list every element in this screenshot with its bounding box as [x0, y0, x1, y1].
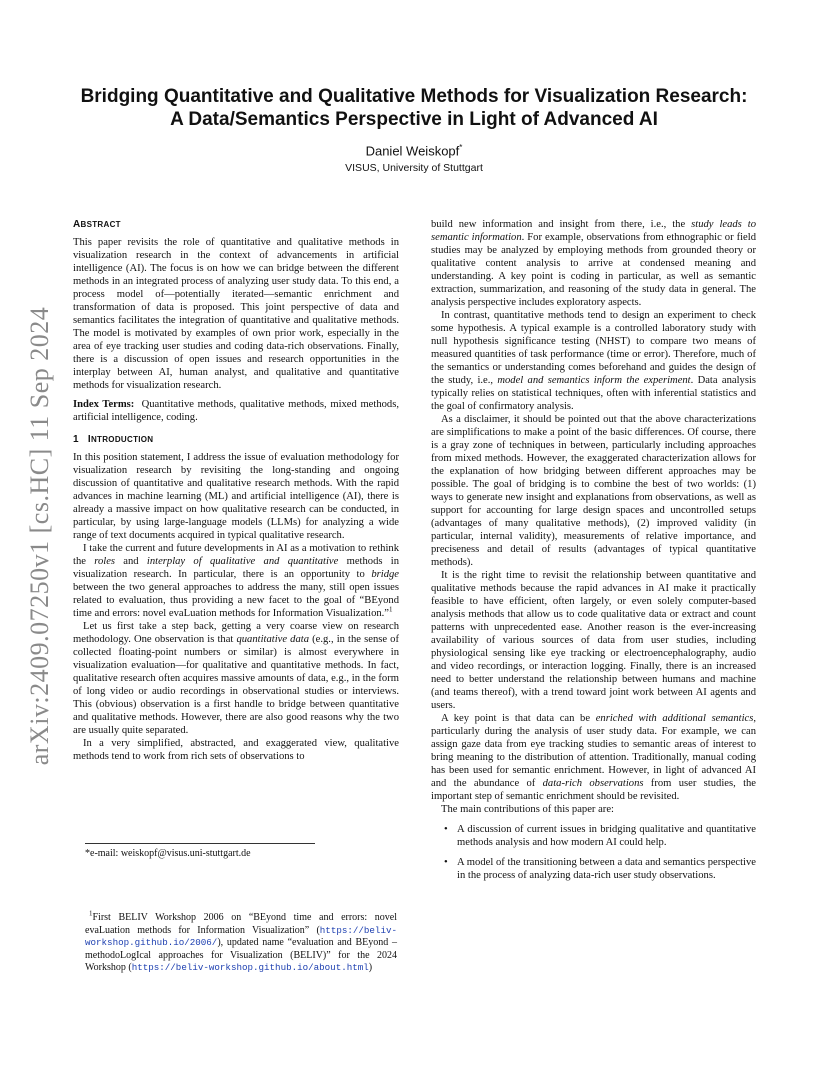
- abstract-text: This paper revisits the role of quantitative and qualitative methods in visualization research in the context of advancements in artificial intelligence (AI). The focus is on how we can bridge between the different methods in an integrated process of analyzing user study data. To this end, a process model of—potentially iterated—semantic enrichment and transformation of data is proposed. This joint perspective of data and semantics facilitates the integration of quantitative and qualitative methods. The model is motivated by examples of own prior work, especially in the area of eye tracking user studies and coding data-rich observations. Finally, there is a discussion of open issues and research opportunities in the interplay between AI, human analyst, and qualitative and quantitative methods for visualization research.: [73, 237, 399, 391]
- section-heading-introduction: 1 INTRODUCTION: [73, 434, 154, 445]
- arxiv-sidebar: [0, 0, 70, 1072]
- author-affiliation: VISUS, University of Stuttgart: [345, 162, 483, 174]
- right-paragraph-2: In contrast, quantitative methods tend to design an experiment to check some hypothesis. A typical example is a controlled laboratory study with null hypothesis significance testing (NHST) to compare two means of measured quantities of task performance (time or error). Therefore, much of the semantics or understanding comes beforehand and guides the design of the study, i.e., model and semantics inform the experiment. Data analysis typically relies on statistical techniques, often with inferential statistics and the goal of confirmatory analysis.: [431, 310, 757, 412]
- footnote-link-2[interactable]: https://beliv-workshop.github.io/about.html: [131, 962, 369, 973]
- contributions-intro: The main contributions of this paper are:: [441, 804, 614, 815]
- arxiv-identifier: arXiv:2409.07250v1 [cs.HC] 11 Sep 2024: [25, 306, 54, 766]
- intro-paragraph-4: In a very simplified, abstracted, and exaggerated view, qualitative methods tend to work from rich sets of observations to: [73, 738, 399, 762]
- title-line-2: A Data/Semantics Perspective in Light of Advanced AI: [170, 109, 658, 130]
- author: [0, 143, 828, 158]
- left-column: [73, 218, 399, 763]
- paper-title: [60, 85, 768, 131]
- index-terms-label: Index Terms:: [73, 399, 135, 410]
- abstract-heading: ABSTRACT: [73, 219, 121, 230]
- index-terms-text: Quantitative methods, qualitative methods, mixed methods, artificial intelligence, coding.: [73, 399, 399, 423]
- intro-paragraph-2: I take the current and future developments in AI as a motivation to rethink the roles and interplay of qualitative and quantitative methods in visualization research. In particular, there is an opportunity to bridge between the two general approaches to address the many, still open issues related to evaluation, thus providing a new facet to the goal of “BEyond time and errors: novel evaLuation methods for Information Visualization.”$^1$: [73, 543, 400, 619]
- bullet-icon: •: [444, 824, 448, 835]
- right-paragraph-4: It is the right time to revisit the relationship between quantitative and qualitative methods because the rapid advances in AI make it practically feasible to have efficient, often largely, or even solely computer-based analysis methods that allow us to code qualitative data or extract and count patterns with unprecedented ease. Another reason is the ever-increasing availability of various sources of data from user studies, including physiological sensing like eye tracking or electroencephalography, audio and video recordings, or interaction logging. Finally, there is an increased need to better understand the relationship between humans and machine (and teams thereof), with a trend toward joint work between AI agents and users.: [431, 570, 756, 711]
- right-paragraph-1: build new information and insight from there, i.e., the study leads to semantic information. For example, observations from ethnographic or field studies may be analyzed by employing methods from grounded theory or qualitative content analysis to arrive at condensed meaning and understanding. A key point is coding in particular, as well as semantic extraction, summarization, and reasoning of the study data in general. The analysis perspective includes exploratory aspects.: [431, 219, 756, 308]
- right-paragraph-3: As a disclaimer, it should be pointed out that the above characterizations are simplifications to make a point of the basic differences. Of course, there is a gray zone of techniques in between, particularly including approaches from mixed methods. However, the exaggerated characterization allows for the explanation of how bridging between different approaches may be possible. The goal of bridging is to combine the best of two worlds: (1) ways to generate new insight and explanations from observations, as well as support for accounting for large design spaces and uncontrolled setups (advantages of many qualitative methods), (2) improved validity (in particular, internal validity), measurements of relative importance, and preciseness and detail of results (advantages of typical quantitative methods).: [431, 414, 756, 568]
- title-line-1: Bridging Quantitative and Qualitative Methods for Visualization Research:: [80, 86, 748, 107]
- right-paragraph-5: A key point is that data can be enriched with additional semantics, particularly during the analysis of user study data. For example, we can assign gaze data from eye tracking studies to semantic areas of interest to bring meaning to the distribution of attention. Traditionally, manual coding has been used for semantic enrichment. However, in light of advanced AI and the abundance of data-rich observations from user studies, the important step of semantic enrichment should be revisited.: [431, 713, 757, 802]
- author-name: Daniel Weiskopf: [365, 143, 460, 159]
- intro-paragraph-3: Let us first take a step back, getting a very coarse view on research methodology. One observation is that quantitative data (e.g., in the sense of collected floating-point numbers or similar) is almost everywhere in visualization evaluation—for qualitative and quantitative methods. In fact, qualitative research often acquires massive amounts of data, e.g., in the form of long video or audio recordings in observational studies or interviews. This (obvious) observation is a first handle to bridge between quantitative and qualitative methods. However, there are also good reasons why the two are usually quite separated.: [73, 621, 399, 736]
- footnote-ref-1[interactable]: 1: [389, 605, 393, 614]
- footnote-1: $^1$First BELIV Workshop 2006 on “BEyond time and errors: novel evaLuation methods for Information Visualization” (https://beliv-workshop.github.io/2006/), updated name “evaluation and BEyond – methodoLogIcal approaches for Visualization (BELIV)” for the 2024 Workshop (https://beliv-workshop.github.io/about.html): [85, 909, 397, 973]
- footnote-link-1[interactable]: https://beliv-workshop.github.io/2006/: [85, 924, 397, 948]
- intro-paragraph-1: In this position statement, I address the issue of evaluation methodology for visualization research by revisiting the long-standing and ongoing discussion of quantitative and qualitative research methods. With the rapid advances in machine learning (ML) and artificial intelligence (AI), there is already a massive impact on how qualitative research can be conducted, in particular, by using large-language models (LLMs) for analyzing a wide range of text documents acquired in typical qualitative research.: [73, 452, 399, 541]
- footnote-rule: [85, 843, 315, 844]
- list-item: • A discussion of current issues in bridging qualitative and quantitative methods analysis and how modern AI could help.: [444, 824, 756, 848]
- author-footnote-mark: *: [459, 143, 463, 152]
- footnote-email: *e-mail: weiskopf@visus.uni-stuttgart.de: [85, 848, 251, 859]
- contributions-list: [431, 823, 756, 882]
- bullet-icon: •: [444, 857, 448, 868]
- list-item: • A model of the transitioning between a data and semantics perspective in the process of analyzing data-rich user study observations.: [444, 857, 756, 881]
- right-column: [431, 218, 756, 889]
- index-terms: [73, 398, 399, 424]
